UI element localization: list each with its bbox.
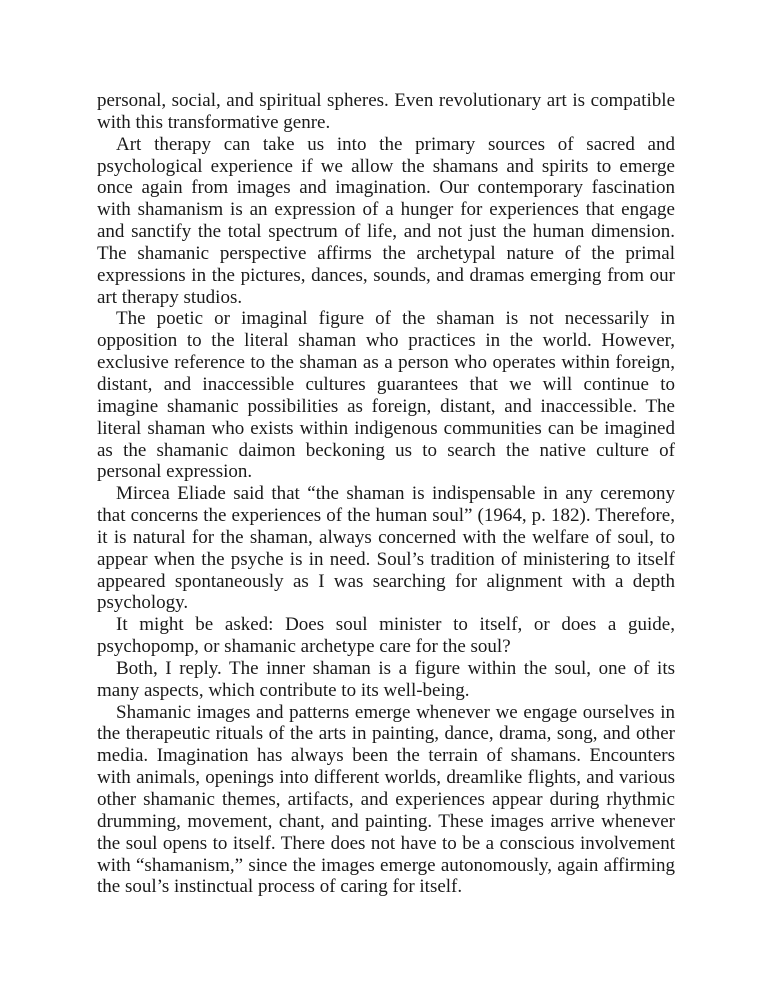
paragraph-art-therapy: Art therapy can take us into the primary sources of sacred and psychological experience if we allow the shamans and spirits to emerge once again from images and imagination. Our contemporary fascination with shamanism is an expression of a hunger for experiences that engage and sanctify the total spectrum of life, and not just the human dimension. The shamanic perspective affirms the archetypal nature of the primal expressions in the pictures, dances, sounds, and dramas emerging from our art therapy studios.: [97, 133, 675, 308]
paragraph-question: It might be asked: Does soul minister to itself, or does a guide, psychopomp, or shamanic archetype care for the soul?: [97, 614, 675, 658]
paragraph-reply: Both, I reply. The inner shaman is a figure within the soul, one of its many aspects, which contribute to its well-being.: [97, 657, 675, 701]
paragraph-shamanic-images: Shamanic images and patterns emerge whenever we engage ourselves in the therapeutic rituals of the arts in painting, dance, drama, song, and other media. Imagination has always been the terrain of shamans. Encounters with animals, openings into different worlds, dreamlike flights, and various other shamanic themes, artifacts, and experiences appear during rhythmic drumming, movement, chant, and painting. These images arrive whenever the soul opens to itself. There does not have to be a conscious involvement with “shamanism,” since the images emerge autonomously, again affirming the soul’s instinctual process of caring for itself.: [97, 701, 675, 898]
paragraph-poetic-shaman: The poetic or imaginal figure of the shaman is not necessarily in opposition to the literal shaman who practices in the world. However, exclusive reference to the shaman as a person who operates within foreign, distant, and inaccessible cultures guarantees that we will continue to imagine shamanic possibilities as foreign, distant, and inaccessible. The literal shaman who exists within indigenous communities can be imagined as the shamanic daimon beckoning us to search the native culture of personal expression.: [97, 308, 675, 483]
document-page: [97, 90, 675, 898]
paragraph-eliade-quote: Mircea Eliade said that “the shaman is indispensable in any ceremony that concerns the experiences of the human soul” (1964, p. 182). Therefore, it is natural for the shaman, always concerned with the welfare of soul, to appear when the psyche is in need. Soul’s tradition of ministering to itself appeared spontaneously as I was searching for alignment with a depth psychology.: [97, 483, 675, 614]
paragraph-continued: personal, social, and spiritual spheres. Even revolutionary art is compatible with this transformative genre.: [97, 90, 675, 133]
